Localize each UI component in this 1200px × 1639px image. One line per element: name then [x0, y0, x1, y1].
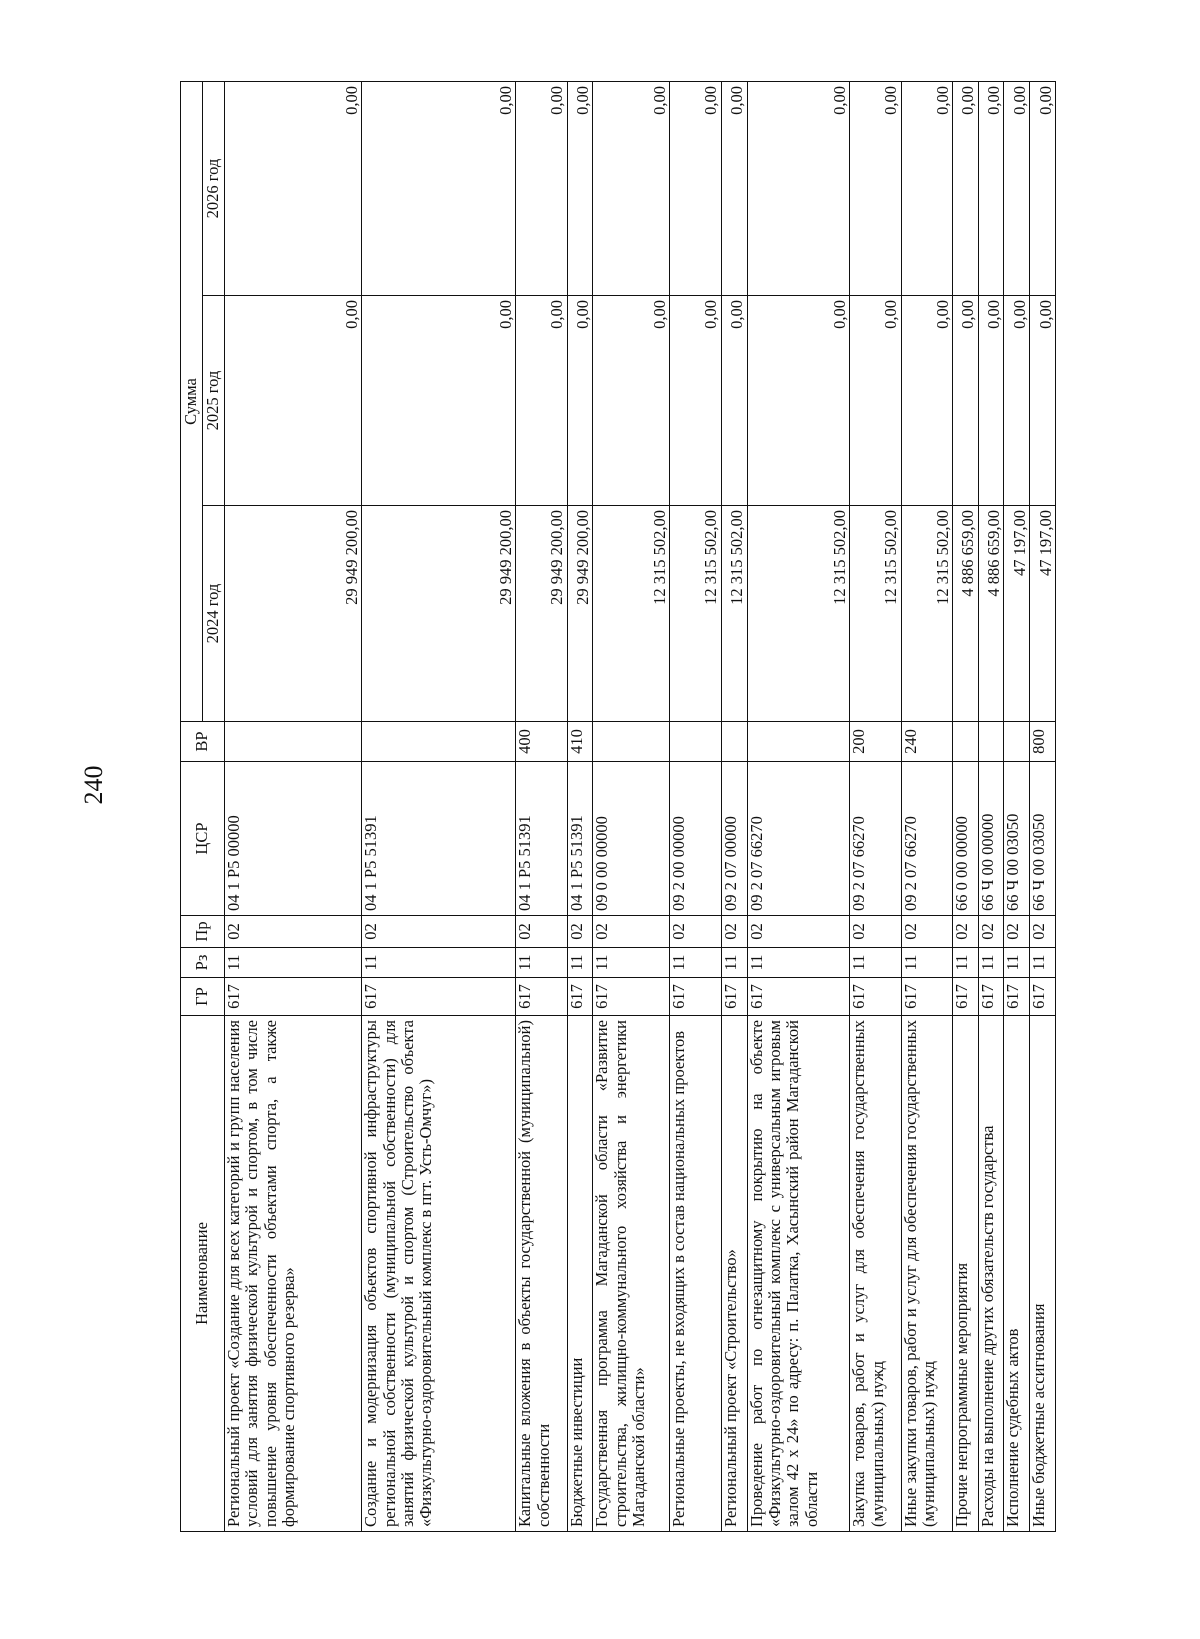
row-pr: 02	[670, 916, 721, 948]
row-2024: 12 315 502,00	[670, 506, 721, 722]
header-2026: 2026 год	[203, 82, 225, 296]
row-2026: 0,00	[593, 82, 670, 296]
row-pr: 02	[567, 916, 593, 948]
table-row	[567, 82, 593, 1532]
row-csr: 09 2 07 00000	[721, 762, 747, 916]
row-vr	[593, 722, 670, 762]
row-pr: 02	[953, 916, 979, 948]
row-rz: 11	[953, 948, 979, 978]
header-rz: Рз	[181, 948, 225, 978]
row-gr: 617	[1004, 978, 1030, 1016]
row-pr: 02	[850, 916, 901, 948]
row-vr: 400	[516, 722, 567, 762]
row-gr: 617	[670, 978, 721, 1016]
row-name: Создание и модернизация объектов спортивной инфраструктуры региональной собственности (муниципальной собственности) для занятий физической культурой и спортом (Строительство объекта «Физкультурно-оздоровительный комплекс в пгт. Усть-Омчуг»)	[362, 1016, 516, 1532]
row-2024: 29 949 200,00	[516, 506, 567, 722]
row-csr: 09 2 07 66270	[901, 762, 952, 916]
row-2026: 0,00	[953, 82, 979, 296]
row-2026: 0,00	[225, 82, 362, 296]
row-rz: 11	[516, 948, 567, 978]
row-gr: 617	[901, 978, 952, 1016]
row-name: Проведение работ по огнезащитному покрытию на объекте «Физкультурно-оздоровительный комплекс с универсальным игровым залом 42 х 24» по адресу: п. Палатка, Хасынский район Магаданской области	[747, 1016, 850, 1532]
row-name: Бюджетные инвестиции	[567, 1016, 593, 1532]
header-sum: Сумма	[181, 82, 203, 722]
row-pr: 02	[1030, 916, 1056, 948]
row-2026: 0,00	[747, 82, 850, 296]
row-gr: 617	[953, 978, 979, 1016]
row-rz: 11	[593, 948, 670, 978]
row-pr: 02	[516, 916, 567, 948]
row-gr: 617	[567, 978, 593, 1016]
row-pr: 02	[721, 916, 747, 948]
row-rz: 11	[670, 948, 721, 978]
row-name: Расходы на выполнение других обязательств государства	[978, 1016, 1004, 1532]
row-rz: 11	[1030, 948, 1056, 978]
table-row	[1030, 82, 1056, 1532]
table-row	[516, 82, 567, 1532]
table-body	[225, 82, 1056, 1532]
row-gr: 617	[850, 978, 901, 1016]
row-2024: 47 197,00	[1004, 506, 1030, 722]
table-row	[1004, 82, 1030, 1532]
row-2025: 0,00	[953, 296, 979, 506]
row-2025: 0,00	[516, 296, 567, 506]
row-2025: 0,00	[850, 296, 901, 506]
row-name: Иные закупки товаров, работ и услуг для обеспечения государственных (муниципальных) нужд	[901, 1016, 952, 1532]
budget-table	[180, 81, 1056, 1532]
table-row	[362, 82, 516, 1532]
row-rz: 11	[567, 948, 593, 978]
table-row	[850, 82, 901, 1532]
row-csr: 04 1 P5 51391	[567, 762, 593, 916]
row-vr	[1004, 722, 1030, 762]
header-2025: 2025 год	[203, 296, 225, 506]
row-2025: 0,00	[362, 296, 516, 506]
row-2026: 0,00	[721, 82, 747, 296]
row-rz: 11	[747, 948, 850, 978]
row-2025: 0,00	[901, 296, 952, 506]
row-csr: 09 2 00 00000	[670, 762, 721, 916]
row-name: Государственная программа Магаданской области «Развитие строительства, жилищно-коммунального хозяйства и энергетики Магаданской области»	[593, 1016, 670, 1532]
page-number: 240	[79, 765, 108, 805]
row-csr: 66 Ч 00 03050	[1030, 762, 1056, 916]
row-name: Закупка товаров, работ и услуг для обеспечения государственных (муниципальных) нужд	[850, 1016, 901, 1532]
row-2025: 0,00	[670, 296, 721, 506]
row-csr: 09 2 07 66270	[850, 762, 901, 916]
row-2025: 0,00	[1004, 296, 1030, 506]
table-row	[978, 82, 1004, 1532]
row-vr	[747, 722, 850, 762]
row-vr: 800	[1030, 722, 1056, 762]
row-name: Исполнение судебных актов	[1004, 1016, 1030, 1532]
row-2024: 4 886 659,00	[953, 506, 979, 722]
row-name: Прочие непрограммные мероприятия	[953, 1016, 979, 1532]
row-2025: 0,00	[721, 296, 747, 506]
row-2026: 0,00	[978, 82, 1004, 296]
row-2026: 0,00	[1004, 82, 1030, 296]
row-2025: 0,00	[747, 296, 850, 506]
row-csr: 04 1 P5 00000	[225, 762, 362, 916]
table-row	[670, 82, 721, 1532]
row-vr: 200	[850, 722, 901, 762]
row-2024: 29 949 200,00	[567, 506, 593, 722]
row-gr: 617	[516, 978, 567, 1016]
row-pr: 02	[593, 916, 670, 948]
row-2024: 12 315 502,00	[747, 506, 850, 722]
row-2024: 47 197,00	[1030, 506, 1056, 722]
row-pr: 02	[362, 916, 516, 948]
row-2025: 0,00	[567, 296, 593, 506]
row-csr: 66 Ч 00 00000	[978, 762, 1004, 916]
row-2024: 12 315 502,00	[850, 506, 901, 722]
table-row	[225, 82, 362, 1532]
row-2025: 0,00	[225, 296, 362, 506]
table-row	[721, 82, 747, 1532]
rotated-table-container	[180, 82, 1056, 1532]
row-2026: 0,00	[670, 82, 721, 296]
row-gr: 617	[721, 978, 747, 1016]
row-vr	[953, 722, 979, 762]
table-row	[953, 82, 979, 1532]
row-rz: 11	[721, 948, 747, 978]
row-csr: 09 2 07 66270	[747, 762, 850, 916]
row-pr: 02	[225, 916, 362, 948]
row-csr: 04 1 P5 51391	[362, 762, 516, 916]
row-2024: 4 886 659,00	[978, 506, 1004, 722]
row-vr	[670, 722, 721, 762]
row-pr: 02	[978, 916, 1004, 948]
row-vr	[721, 722, 747, 762]
row-name: Региональный проект «Строительство»	[721, 1016, 747, 1532]
row-gr: 617	[978, 978, 1004, 1016]
row-name: Капитальные вложения в объекты государственной (муниципальной) собственности	[516, 1016, 567, 1532]
row-2025: 0,00	[593, 296, 670, 506]
row-2026: 0,00	[362, 82, 516, 296]
row-csr: 66 Ч 00 03050	[1004, 762, 1030, 916]
row-2026: 0,00	[901, 82, 952, 296]
row-2024: 29 949 200,00	[362, 506, 516, 722]
row-rz: 11	[850, 948, 901, 978]
row-csr: 66 0 00 00000	[953, 762, 979, 916]
row-rz: 11	[1004, 948, 1030, 978]
row-gr: 617	[593, 978, 670, 1016]
row-rz: 11	[225, 948, 362, 978]
row-vr	[978, 722, 1004, 762]
table-row	[593, 82, 670, 1532]
row-2025: 0,00	[978, 296, 1004, 506]
header-pr: Пр	[181, 916, 225, 948]
row-rz: 11	[362, 948, 516, 978]
row-pr: 02	[747, 916, 850, 948]
table-row	[747, 82, 850, 1532]
row-csr: 09 0 00 00000	[593, 762, 670, 916]
row-pr: 02	[1004, 916, 1030, 948]
row-csr: 04 1 P5 51391	[516, 762, 567, 916]
row-2025: 0,00	[1030, 296, 1056, 506]
row-2024: 12 315 502,00	[593, 506, 670, 722]
row-2026: 0,00	[567, 82, 593, 296]
row-vr: 410	[567, 722, 593, 762]
row-2024: 29 949 200,00	[225, 506, 362, 722]
row-name: Региональный проект «Создание для всех категорий и групп населения условий для занятия физической культурой и спортом, в том числе повышение уровня обеспеченности объектами спорта, а также формирование спортивного резерва»	[225, 1016, 362, 1532]
row-2024: 12 315 502,00	[901, 506, 952, 722]
row-pr: 02	[901, 916, 952, 948]
row-vr	[225, 722, 362, 762]
row-2026: 0,00	[850, 82, 901, 296]
row-name: Иные бюджетные ассигнования	[1030, 1016, 1056, 1532]
header-2024: 2024 год	[203, 506, 225, 722]
row-2026: 0,00	[516, 82, 567, 296]
row-name: Региональные проекты, не входящих в состав национальных проектов	[670, 1016, 721, 1532]
row-2024: 12 315 502,00	[721, 506, 747, 722]
row-rz: 11	[901, 948, 952, 978]
header-gr: ГР	[181, 978, 225, 1016]
header-name: Наименование	[181, 1016, 225, 1532]
header-vr: ВР	[181, 722, 225, 762]
row-vr: 240	[901, 722, 952, 762]
row-gr: 617	[747, 978, 850, 1016]
header-csr: ЦСР	[181, 762, 225, 916]
row-rz: 11	[978, 948, 1004, 978]
row-gr: 617	[1030, 978, 1056, 1016]
table-row	[901, 82, 952, 1532]
row-2026: 0,00	[1030, 82, 1056, 296]
row-vr	[362, 722, 516, 762]
row-gr: 617	[225, 978, 362, 1016]
row-gr: 617	[362, 978, 516, 1016]
